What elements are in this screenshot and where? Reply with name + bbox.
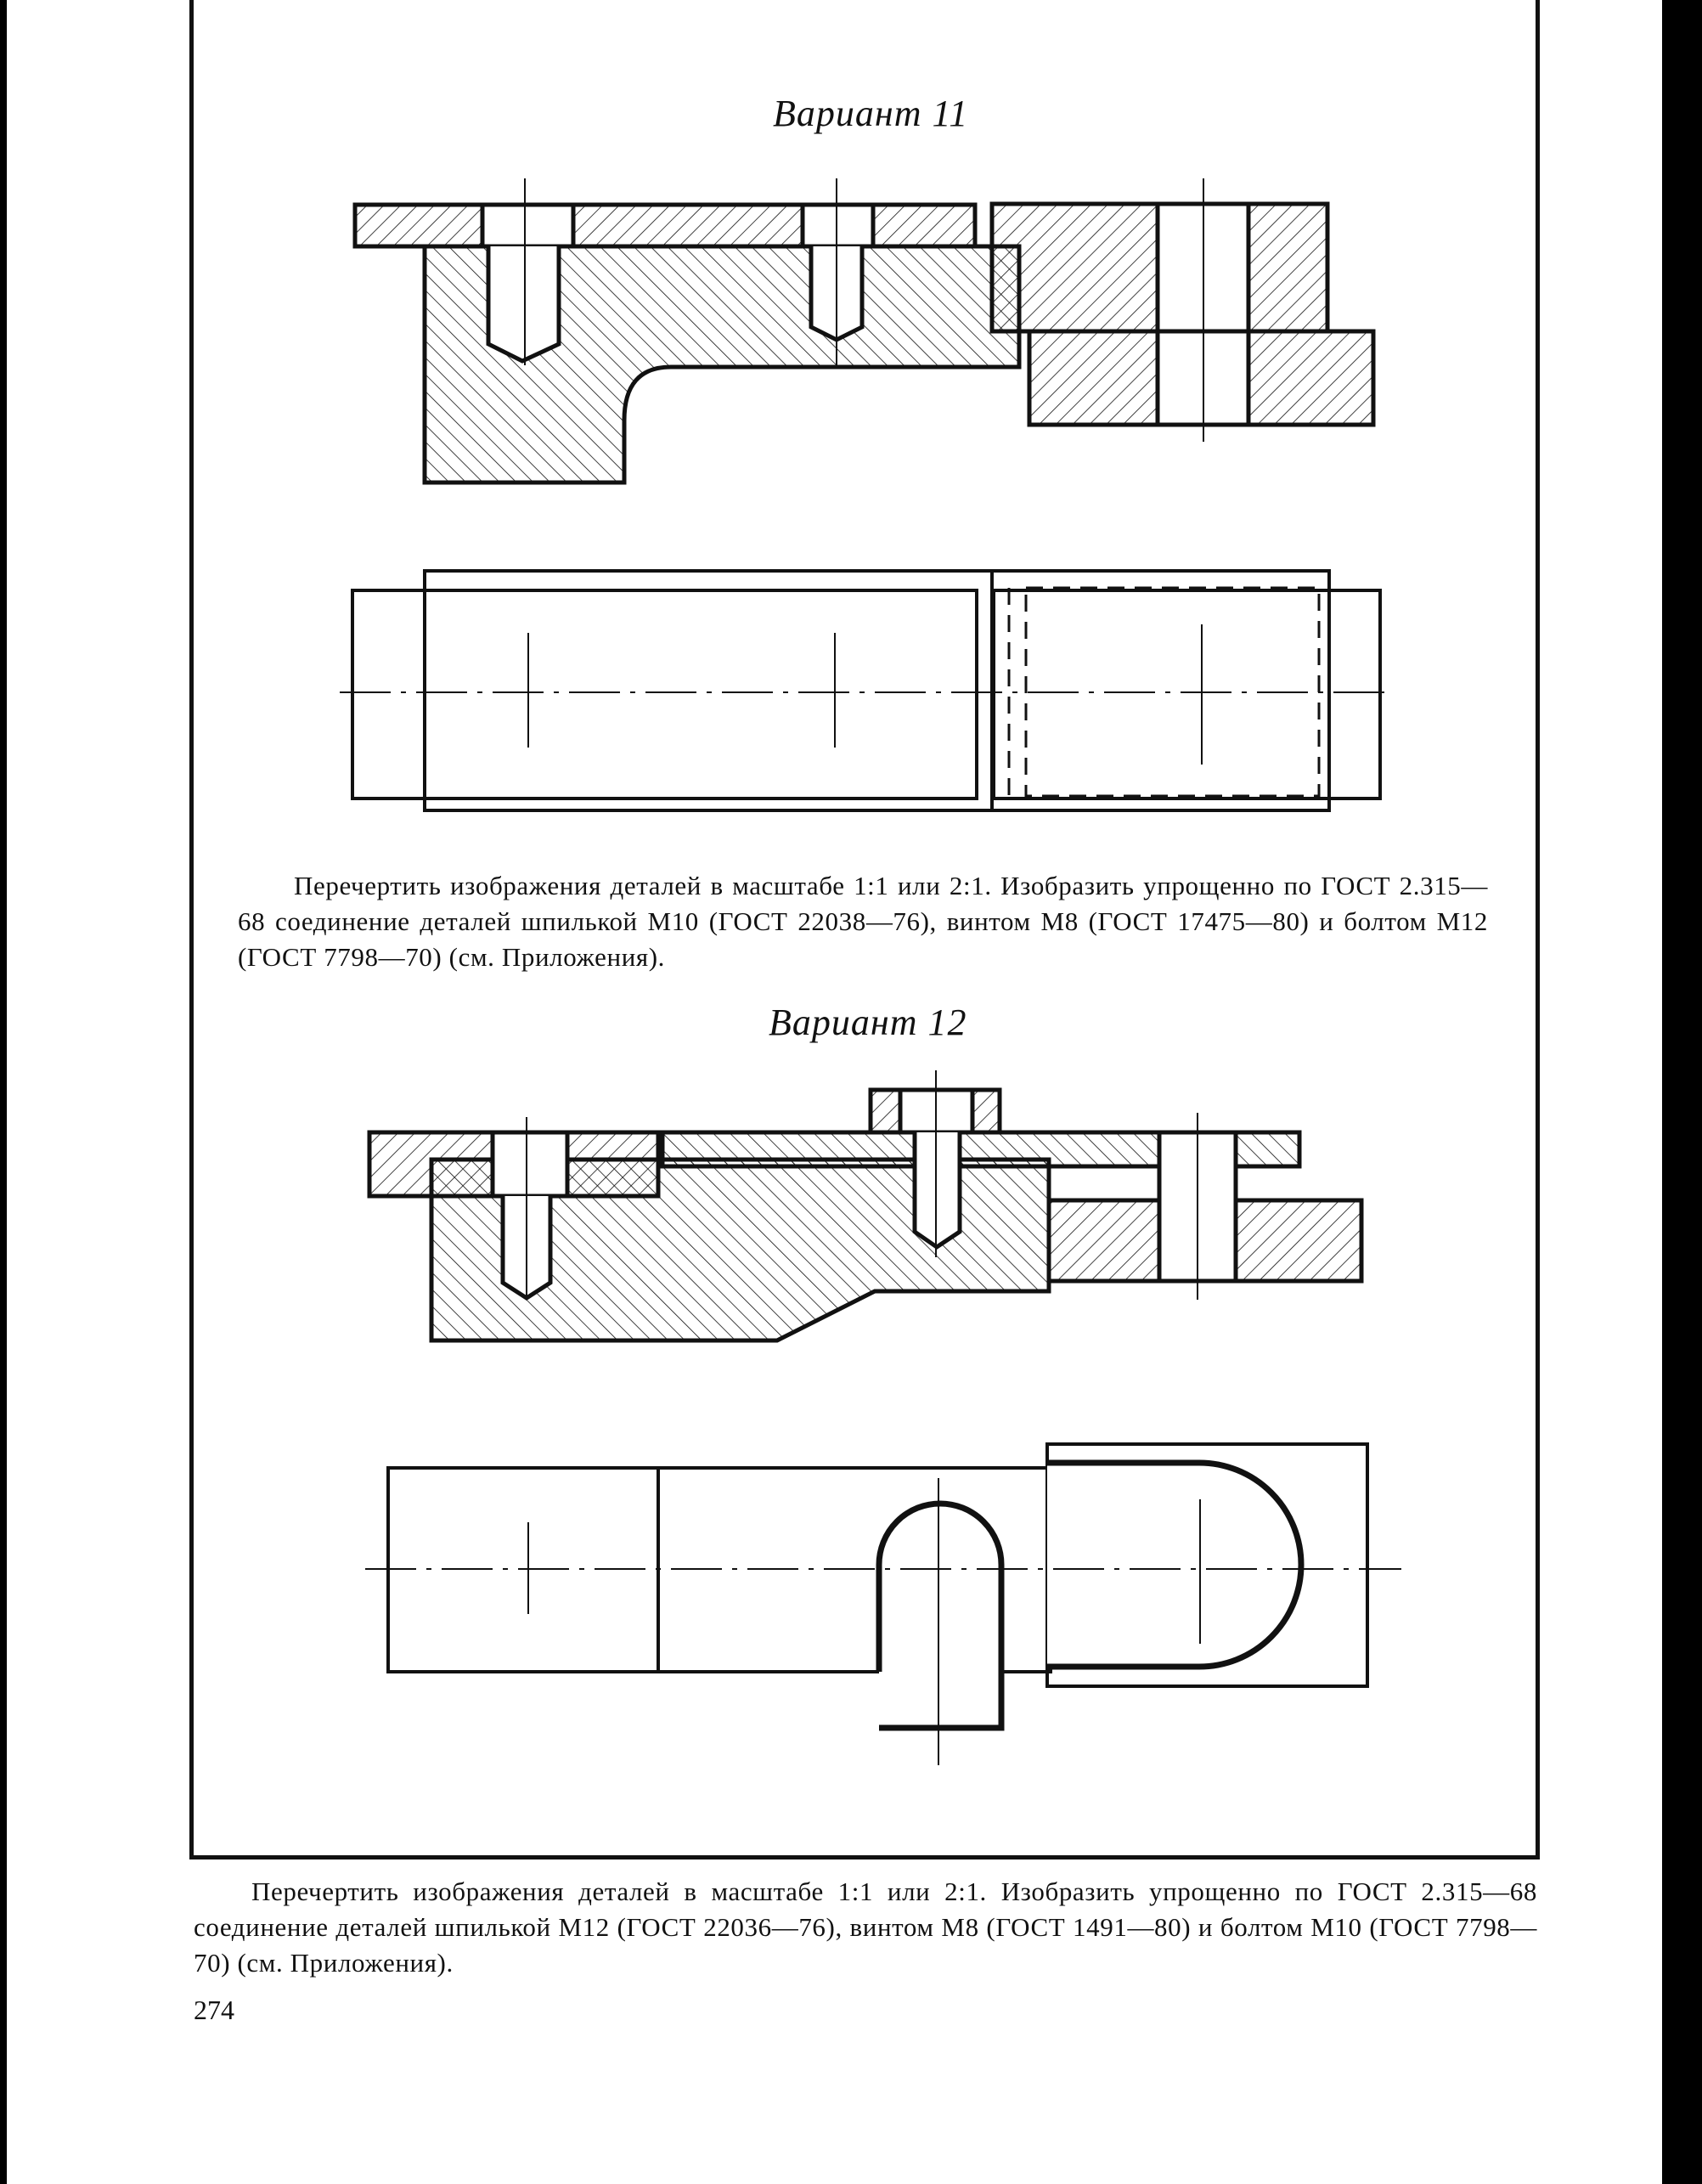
- cross-bar: [879, 1504, 1001, 1728]
- variant-11-title: Вариант 11: [773, 93, 969, 134]
- variant-12-title: Вариант 12: [769, 1002, 967, 1043]
- screw-hole-2: [803, 205, 873, 246]
- page-number: 274: [194, 1995, 234, 2025]
- variant-11-section-view: [355, 178, 1373, 483]
- stud-hole-12b: [915, 1132, 960, 1247]
- variant-11-instruction: Перечертить изображения деталей в масштабе 1:1 или 2:1. Изобразить упрощенно по ГОСТ 2.315—68 соединение деталей шпилькой М10 (ГОСТ 22038—76), винтом М8 (ГОСТ 17475—80) и болтом М12 (ГОСТ 7798—70) (см. Приложения).: [238, 871, 1488, 972]
- variant-11-plan-view: [340, 571, 1393, 810]
- variant-12-plan-view: [365, 1444, 1401, 1765]
- top-plate-left: [355, 205, 975, 246]
- stud-hole-1: [488, 246, 559, 361]
- screw-hole-1: [482, 205, 573, 246]
- variant-12-instruction: Перечертить изображения деталей в масштабе 1:1 или 2:1. Изобразить упрощенно по ГОСТ 2.315—68 соединение деталей шпилькой М12 (ГОСТ 22036—76), винтом М8 (ГОСТ 1491—80) и болтом М10 (ГОСТ 7798—70) (см. Приложения).: [194, 1876, 1537, 1978]
- slot-rounded-end: [1047, 1463, 1301, 1667]
- variant-12-section-view: [369, 1070, 1361, 1340]
